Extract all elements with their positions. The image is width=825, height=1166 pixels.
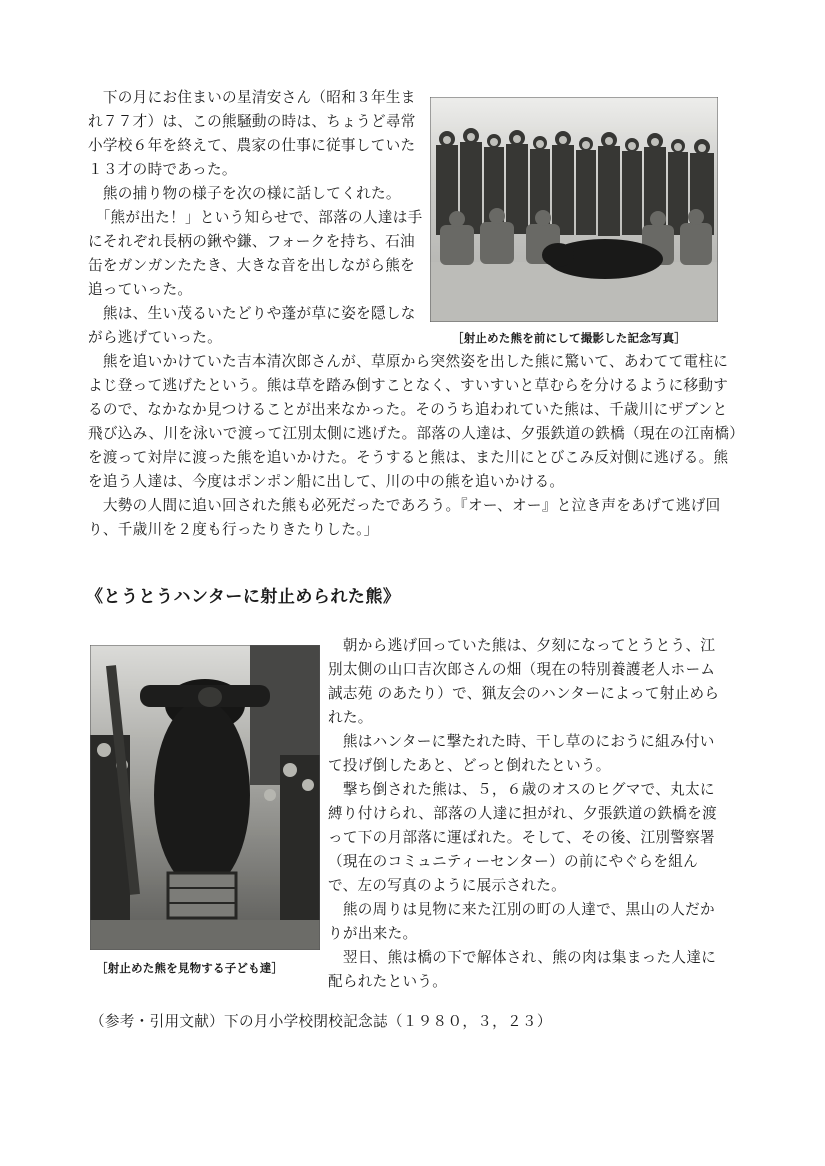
hunters-photo-illustration <box>430 97 718 322</box>
section-heading: 《とうとうハンターに射止められた熊》 <box>86 587 401 607</box>
intro-paragraph: 下の月にお住まいの星清安さん（昭和３年生まれ７７才）は、この熊騒動の時は、ちょうど尋常小学校６年を終えて、農家の仕事に従事していた１３才の時であった。 熊の捕り物の様子を次の様に話してくれた。 「熊が出た！」という知らせで、部落の人達は手にそれぞれ長柄の鍬や鎌、フォークを持ち、石油缶をガンガンたたき、大きな音を出しながら熊を追っていった。 熊は、生い茂るいたどりや蓬が草に姿を隠しながら逃げていった。 <box>88 89 423 346</box>
hunters-photo-caption: ［射止めた熊を前にして撮影した記念写真］ <box>452 331 686 345</box>
reference-citation: （参考・引用文献）下の月小学校閉校記念誌（１９８０，３，２３） <box>90 1013 552 1030</box>
story-paragraph: 熊を追いかけていた吉本清次郎さんが、草原から突然姿を出した熊に驚いて、あわてて電柱によじ登って逃げたという。熊は草を踏み倒すことなく、すいすいと草むらを分けるように移動するので、なかなか見つけることが出来なかった。そのうち追われていた熊は、千歳川にザブンと飛び込み、川を泳いで渡って江別太側に逃げた。部落の人達は、夕張鉄道の鉄橋（現在の江南橋）を渡って対岸に渡った熊を追いかけた。そうすると熊は、また川にとびこみ反対側に逃げる。熊を追う人達は、今度はポンポン船に出して、川の中の熊を追いかける。 大勢の人間に追い回された熊も必死だったであろう。『オー、オー』と泣き声をあげて逃げ回り、千歳川を２度も行ったりきたりした。」 <box>88 353 737 538</box>
hunt-end-paragraph: 朝から逃げ回っていた熊は、夕刻になってとうとう、江別太側の山口吉次郎さんの畑（現在の特別養護老人ホーム誠志苑 のあたり）で、猟友会のハンターによって射止められた。 熊はハンターに撃たれた時、干し草のにおうに組み付いて投げ倒したあと、どっと倒れたという。 撃ち倒された熊は、５，６歳のオスのヒグマで、丸太に縛り付けられ、部落の人達に担がれ、夕張鉄道の鉄橋を渡って下の月部落に運ばれた。そして、その後、江別警察署（現在のコミュニティーセンター）の前にやぐらを組んで、左の写真のように展示された。 熊の周りは見物に来た江別の町の人達で、黒山の人だかりが出来た。 翌日、熊は橋の下で解体され、熊の肉は集まった人達に配られたという。 <box>328 637 720 990</box>
bear-display-photo <box>90 645 320 950</box>
bear-photo-caption: ［射止めた熊を見物する子ども達］ <box>96 961 284 975</box>
bear-photo-illustration <box>90 645 320 950</box>
hunters-group-photo <box>430 97 718 322</box>
